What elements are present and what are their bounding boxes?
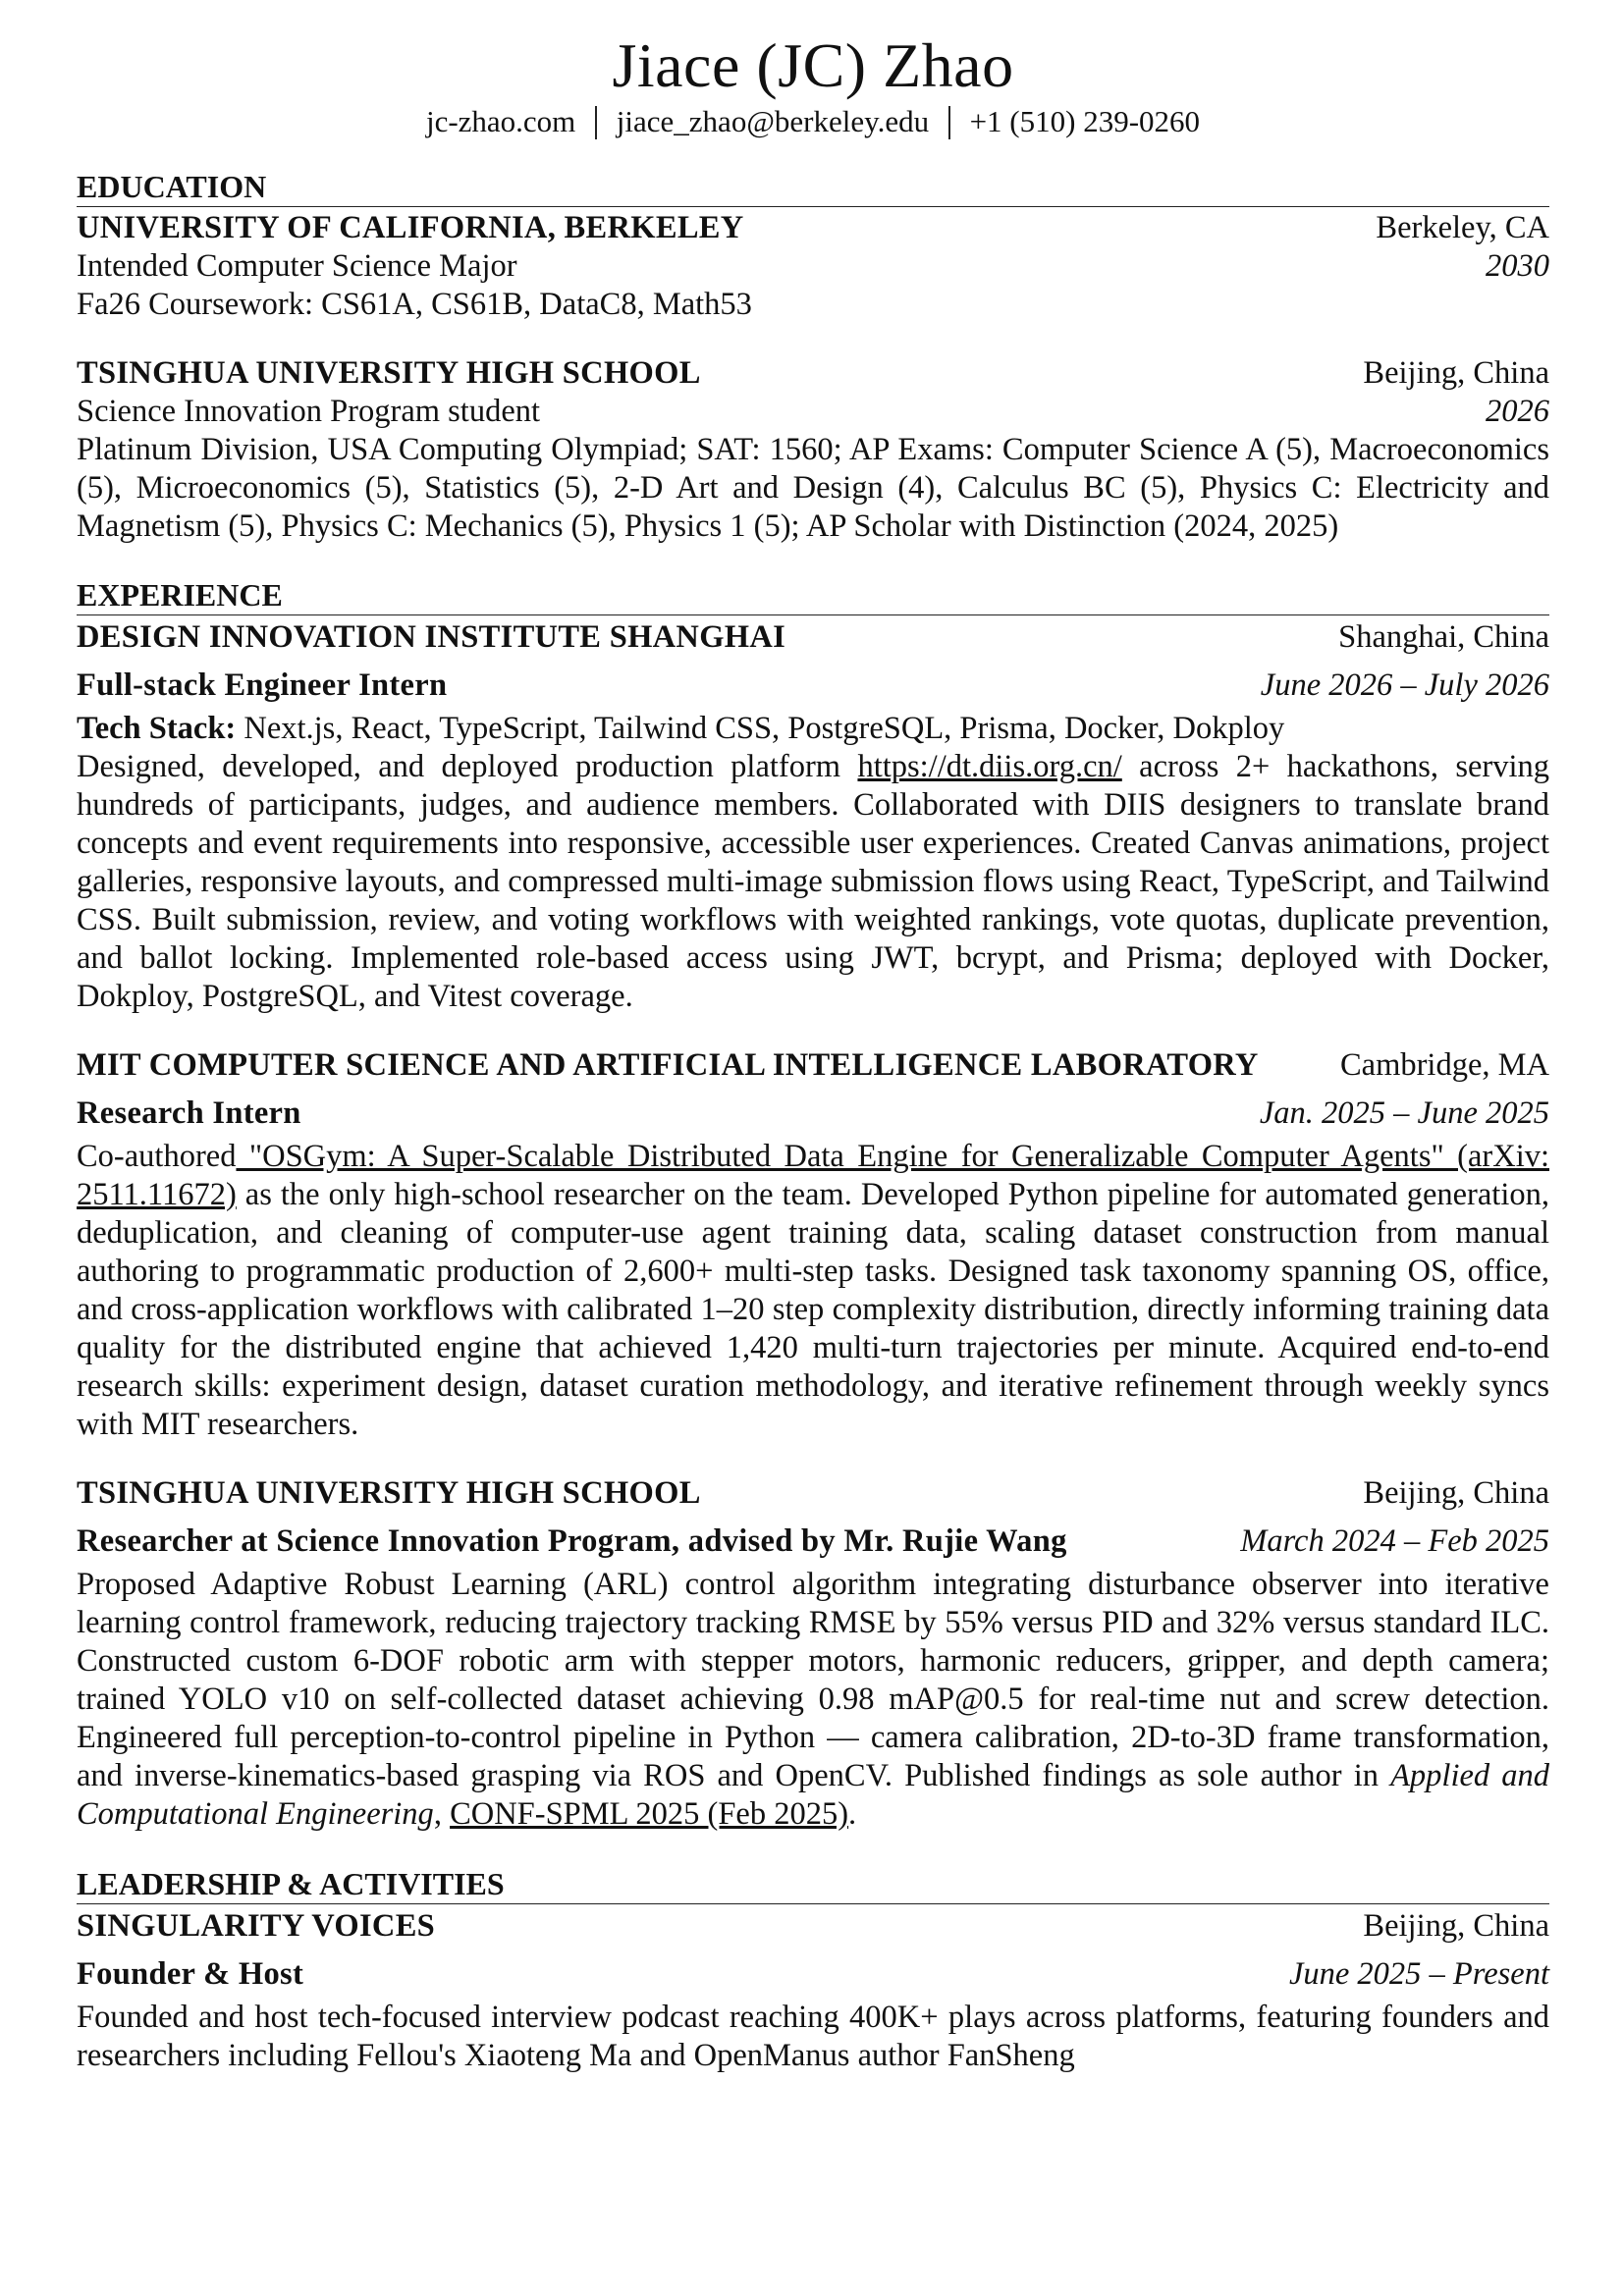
graduation-date: 2030 (1486, 248, 1549, 284)
experience-entry-header (77, 618, 1549, 657)
description-text: Proposed Adaptive Robust Learning (ARL) control algorithm integrating disturbance observer into iterative learning control framework, reducing trajectory tracking RMSE by 55% versus PID and 32% versus standard ILC. Constructed custom 6-DOF robotic arm with stepper motors, harmonic reducers, gripper, and depth camera; trained YOLO v10 on self-collected dataset achieving 0.98 mAP@0.5 for real-time nut and screw detection. Engineered full perception-to-control pipeline in Python — camera calibration, 2D-to-3D frame transformation, and inverse-kinematics-based grasping via ROS and OpenCV. Published findings as sole author in (77, 1567, 1549, 1793)
platform-link[interactable]: https://dt.diis.org.cn/ (857, 749, 1122, 784)
tech-stack-list: Next.js, React, TypeScript, Tailwind CSS, PostgreSQL, Prisma, Docker, Dokploy (243, 711, 1285, 746)
institution-name: TSINGHUA UNIVERSITY HIGH SCHOOL (77, 355, 701, 391)
conference-link[interactable]: CONF-SPML 2025 (Feb 2025) (450, 1796, 849, 1832)
role-dates: June 2026 – July 2026 (1260, 667, 1549, 703)
role-title: Research Intern (77, 1095, 301, 1131)
experience-description (77, 748, 1549, 1016)
organization-location: Beijing, China (1363, 1475, 1549, 1511)
organization-location: Beijing, China (1363, 1908, 1549, 1944)
institution-location: Beijing, China (1363, 355, 1549, 391)
organization-name: TSINGHUA UNIVERSITY HIGH SCHOOL (77, 1475, 701, 1511)
description-text: as the only high-school researcher on the team. Developed Python pipeline for automated generation, deduplication, and cleaning of computer-use agent training data, scaling dataset construction from manual authoring to programmatic production of 2,600+ multi-step tasks. Designed task taxonomy spanning OS, office, and cross-application workflows with calibrated 1–20 step complexity distribution, directly informing training data quality for the distributed engine that achieved 1,420 multi-turn trajectories per minute. Acquired end-to-end research skills: experiment design, dataset curation methodology, and iterative refinement through weekly syncs with MIT researchers. (77, 1177, 1549, 1442)
email-link[interactable]: jiace_zhao@berkeley.edu (616, 104, 930, 138)
organization-location: Shanghai, China (1338, 619, 1549, 655)
contact-line (77, 102, 1549, 141)
description-text: Co-authored (77, 1139, 237, 1174)
role-title: Researcher at Science Innovation Program, advised by Mr. Rujie Wang (77, 1523, 1067, 1559)
role-dates: Jan. 2025 – June 2025 (1259, 1095, 1549, 1131)
education-entry-header (77, 209, 1549, 247)
website-link[interactable]: jc-zhao.com (425, 104, 576, 138)
education-entry-header (77, 354, 1549, 393)
education-entry-subheader (77, 393, 1549, 431)
leadership-entry-role-row (77, 1955, 1549, 1994)
section-heading-leadership: LEADERSHIP & ACTIVITIES (77, 1866, 1549, 1904)
resume-name: Jiace (JC) Zhao (612, 30, 1014, 100)
education-detail: Platinum Division, USA Computing Olympiad; SAT: 1560; AP Exams: Computer Science A (5), Macroeconomics (5), Microeconomics (5), Statistics (5), 2-D Art and Design (4), Calculus BC (5), Physics C: Electricity and Magnetism (5), Physics C: Mechanics (5), Physics 1 (5); AP Scholar with Distinction (2024, 2025) (77, 432, 1549, 544)
role-dates: June 2025 – Present (1288, 1956, 1549, 1992)
role-title: Full-stack Engineer Intern (77, 667, 448, 703)
organization-name: DESIGN INNOVATION INSTITUTE SHANGHAI (77, 619, 786, 655)
graduation-date: 2026 (1486, 394, 1549, 429)
description-text: , (433, 1796, 451, 1832)
contact-divider (948, 106, 950, 139)
degree-program: Science Innovation Program student (77, 394, 541, 429)
resume-page (77, 0, 1549, 2075)
leadership-description: Founded and host tech-focused interview podcast reaching 400K+ plays across platforms, featuring founders and researchers including Fellou's Xiaoteng Ma and OpenManus author FanSheng (77, 2000, 1549, 2073)
education-detail: Fa26 Coursework: CS61A, CS61B, DataC8, Math53 (77, 287, 752, 322)
experience-entry-role-row (77, 667, 1549, 705)
journal-name: Applied and Computational Engineering (77, 1758, 1550, 1832)
description-text: . (848, 1796, 857, 1832)
institution-name: UNIVERSITY OF CALIFORNIA, BERKELEY (77, 210, 744, 245)
leadership-entry-header (77, 1907, 1549, 1946)
section-heading-experience: EXPERIENCE (77, 577, 1549, 615)
experience-description (77, 1566, 1549, 1834)
experience-description (77, 1138, 1549, 1444)
experience-entry-header (77, 1046, 1549, 1085)
role-dates: March 2024 – Feb 2025 (1240, 1523, 1549, 1559)
organization-location: Cambridge, MA (1339, 1047, 1549, 1083)
phone-number: +1 (510) 239-0260 (969, 104, 1201, 138)
section-heading-education: EDUCATION (77, 169, 1549, 207)
institution-location: Berkeley, CA (1376, 210, 1549, 245)
description-text: across 2+ hackathons, serving hundreds of participants, judges, and audience members. Collaborated with DIIS designers to translate brand concepts and event requirements into responsive, accessible user experiences. Created Canvas animations, project galleries, responsive layouts, and compressed multi-image submission flows using React, TypeScript, and Tailwind CSS. Built submission, review, and voting workflows with weighted rankings, vote quotas, duplicate prevention, and ballot locking. Implemented role-based access using JWT, bcrypt, and Prisma; deployed with Docker, Dokploy, PostgreSQL, and Vitest coverage. (77, 749, 1549, 1014)
role-title: Founder & Host (77, 1956, 304, 1992)
experience-entry-header (77, 1474, 1549, 1513)
tech-stack-label: Tech Stack: (77, 711, 237, 746)
degree-program: Intended Computer Science Major (77, 248, 517, 284)
tech-stack-line (77, 710, 1549, 748)
organization-name: MIT COMPUTER SCIENCE AND ARTIFICIAL INTELLIGENCE LABORATORY (77, 1047, 1259, 1083)
education-entry-subheader (77, 247, 1549, 286)
description-text: Designed, developed, and deployed production platform (77, 749, 858, 784)
paper-link[interactable]: "OSGym: A Super-Scalable Distributed Data Engine for Generalizable Computer Agents" (arXiv: 2511.11672) (77, 1139, 1549, 1212)
organization-name: SINGULARITY VOICES (77, 1908, 436, 1944)
experience-entry-role-row (77, 1522, 1549, 1561)
experience-entry-role-row (77, 1095, 1549, 1133)
contact-divider (595, 106, 597, 139)
